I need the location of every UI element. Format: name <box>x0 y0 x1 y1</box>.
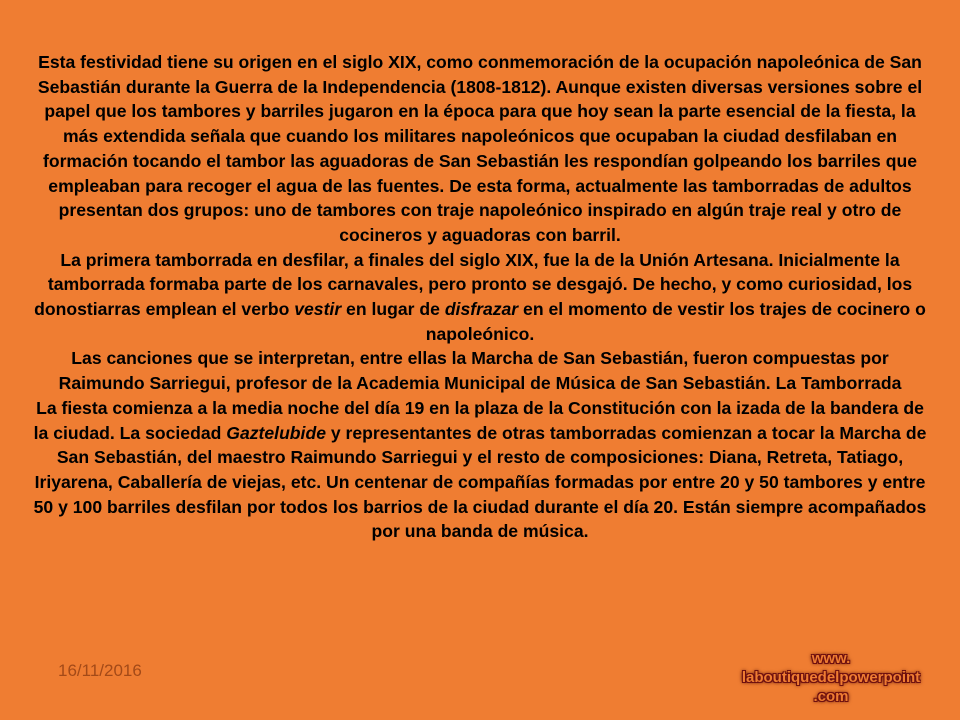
paragraph-first-tamborrada <box>30 248 930 347</box>
italic-word-vestir: vestir <box>294 299 342 320</box>
slide-body-text <box>30 50 930 544</box>
paragraph-festival-part2: y representantes de otras tamborradas comienzan a tocar la Marcha de San Sebastián, del maestro Raimundo Sarriegui y el resto de composiciones: Diana, Retreta, Tatiago, Iriyarena, Caballería de viejas, etc. Un centenar de compañías formadas por entre 20 y 50 tambores y entre 50 y 100 barriles desfilan por todos los barrios de la ciudad durante el día 20. Están siempre acompañados por una banda de música. <box>33 422 927 542</box>
paragraph-first-tamborrada-part3: en el momento de vestir los trajes de cocinero o napoleónico. <box>425 299 926 344</box>
watermark-logo <box>736 649 926 706</box>
paragraph-first-tamborrada-part2: en lugar de <box>341 299 445 320</box>
watermark-line-2: laboutiquedelpowerpoint <box>741 669 921 686</box>
paragraph-festival <box>30 396 930 544</box>
italic-word-gaztelubide: Gaztelubide <box>226 422 326 443</box>
watermark-line-3: .com <box>813 688 849 705</box>
footer-date: 16/11/2016 <box>58 661 142 680</box>
watermark-line-1: www. <box>811 650 851 667</box>
paragraph-first-tamborrada-part1: La primera tamborrada en desfilar, a finales del siglo XIX, fue la de la Unión Artesana. Inicialmente la tamborrada formaba parte de los carnavales, pero pronto se desgajó. De hecho, y como curiosidad, los donostiarras emplean el verbo <box>34 249 913 320</box>
paragraph-festival-part1: La fiesta comienza a la media noche del día 19 en la plaza de la Constitución con la izada de la bandera de la ciudad. La sociedad <box>33 397 924 443</box>
paragraph-songs: Las canciones que se interpretan, entre ellas la Marcha de San Sebastián, fueron compuestas por Raimundo Sarriegui, profesor de la Academia Municipal de Música de San Sebastián. La Tamborrada <box>58 348 902 394</box>
italic-word-disfrazar: disfrazar <box>444 299 519 320</box>
paragraph-origin: Esta festividad tiene su origen en el siglo XIX, como conmemoración de la ocupación napoleónica de San Sebastián durante la Guerra de la Independencia (1808-1812). Aunque existen diversas versiones sobre el papel que los tambores y barriles jugaron en la época para que hoy sean la parte esencial de la fiesta, la más extendida señala que cuando los militares napoleónicos que ocupaban la ciudad desfilaban en formación tocando el tambor las aguadoras de San Sebastián les respondían golpeando los barriles que empleaban para recoger el agua de las fuentes. De esta forma, actualmente las tamborradas de adultos presentan dos grupos: uno de tambores con traje napoleónico inspirado en algún traje real y otro de cocineros y aguadoras con barril. <box>37 52 923 245</box>
